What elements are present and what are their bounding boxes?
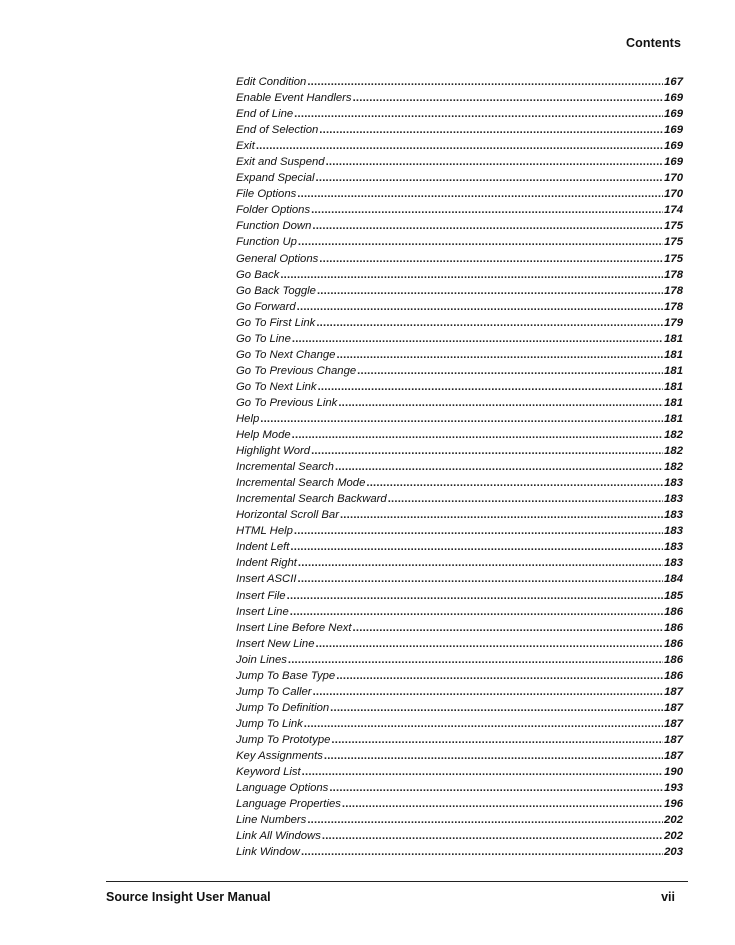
toc-entry-page-number: 203 (664, 846, 683, 859)
toc-entry-label: End of Line (236, 108, 294, 121)
toc-entry-page-number: 202 (664, 814, 683, 827)
toc-dot-leader (388, 491, 663, 507)
toc-entry-label: Jump To Caller (236, 685, 312, 698)
toc-entry-page-number: 187 (664, 701, 683, 714)
toc-entry-label: Insert File (236, 589, 286, 602)
toc-entry (236, 796, 683, 812)
toc-dot-leader (292, 331, 663, 347)
toc-entry-label: Indent Right (236, 557, 297, 570)
toc-entry (236, 234, 683, 250)
toc-entry-page-number: 170 (664, 188, 683, 201)
toc-entry-label: Go Forward (236, 300, 296, 313)
toc-entry-page-number: 175 (664, 236, 683, 249)
toc-dot-leader (292, 427, 664, 443)
toc-entry-page-number: 179 (664, 316, 683, 329)
toc-entry-page-number: 181 (664, 348, 683, 361)
toc-dot-leader (326, 154, 664, 170)
toc-dot-leader (340, 507, 663, 523)
toc-entry (236, 716, 683, 732)
toc-entry-page-number: 181 (664, 364, 683, 377)
toc-entry (236, 571, 683, 587)
toc-entry (236, 170, 683, 186)
toc-dot-leader (317, 283, 663, 299)
toc-entry-label: General Options (236, 252, 319, 265)
toc-entry (236, 668, 683, 684)
toc-entry (236, 122, 683, 138)
toc-entry (236, 828, 683, 844)
toc-entry-page-number: 181 (664, 332, 683, 345)
toc-entry (236, 620, 683, 636)
toc-dot-leader (294, 106, 663, 122)
toc-entry (236, 379, 683, 395)
footer-manual-title: Source Insight User Manual (106, 890, 271, 904)
toc-entry (236, 812, 683, 828)
toc-dot-leader (366, 475, 663, 491)
toc-entry (236, 154, 683, 170)
toc-dot-leader (311, 202, 663, 218)
toc-dot-leader (329, 780, 663, 796)
toc-entry-page-number: 174 (664, 204, 683, 217)
toc-entry-page-number: 169 (664, 92, 683, 105)
toc-dot-leader (316, 170, 664, 186)
toc-entry-page-number: 167 (664, 76, 683, 88)
toc-entry-label: Highlight Word (236, 445, 311, 458)
toc-dot-leader (357, 363, 663, 379)
toc-dot-leader (302, 764, 663, 780)
toc-entry-page-number: 193 (664, 782, 683, 795)
toc-entry-page-number: 186 (664, 637, 683, 650)
toc-entry-label: Go Back (236, 268, 280, 281)
toc-entry (236, 251, 683, 267)
toc-entry (236, 507, 683, 523)
toc-entry-label: File Options (236, 188, 297, 201)
toc-entry-label: End of Selection (236, 124, 319, 137)
toc-entry (236, 411, 683, 427)
toc-entry-page-number: 183 (664, 493, 683, 506)
toc-entry-page-number: 187 (664, 733, 683, 746)
toc-entry-page-number: 183 (664, 557, 683, 570)
toc-dot-leader (353, 620, 664, 636)
toc-entry-label: Go To Next Link (236, 380, 317, 393)
toc-entry (236, 459, 683, 475)
toc-entry-page-number: 183 (664, 525, 683, 538)
toc-entry-label: Go Back Toggle (236, 284, 316, 297)
page-header-title: Contents (626, 36, 681, 50)
toc-entry-page-number: 196 (664, 798, 683, 811)
toc-dot-leader (330, 700, 663, 716)
toc-entry-page-number: 183 (664, 541, 683, 554)
toc-entry-page-number: 169 (664, 124, 683, 137)
toc-entry-label: Join Lines (236, 653, 287, 666)
toc-dot-leader (298, 234, 663, 250)
toc-entry-label: Jump To Definition (236, 701, 330, 714)
toc-entry-page-number: 186 (664, 621, 683, 634)
toc-entry-page-number: 190 (664, 766, 683, 779)
toc-entry-page-number: 181 (664, 412, 683, 425)
toc-entry-label: Go To Next Change (236, 348, 336, 361)
toc-entry (236, 363, 683, 379)
toc-dot-leader (297, 299, 664, 315)
toc-entry-page-number: 178 (664, 300, 683, 313)
toc-dot-leader (290, 604, 663, 620)
toc-entry-page-number: 187 (664, 717, 683, 730)
toc-entry (236, 347, 683, 363)
toc-entry (236, 780, 683, 796)
toc-dot-leader (312, 218, 663, 234)
toc-entry-label: Horizontal Scroll Bar (236, 509, 339, 522)
toc-entry (236, 748, 683, 764)
toc-entry (236, 555, 683, 571)
toc-entry-page-number: 169 (664, 108, 683, 121)
toc-entry-label: Incremental Search Mode (236, 477, 366, 490)
toc-entry-label: Function Up (236, 236, 297, 249)
toc-dot-leader (331, 732, 663, 748)
toc-dot-leader (290, 539, 663, 555)
toc-dot-leader (307, 74, 663, 90)
toc-dot-leader (322, 828, 663, 844)
toc-dot-leader (260, 411, 663, 427)
toc-entry (236, 700, 683, 716)
toc-entry (236, 732, 683, 748)
toc-entry-page-number: 187 (664, 749, 683, 762)
toc-entry (236, 539, 683, 555)
toc-entry (236, 90, 683, 106)
toc-entry-page-number: 187 (664, 685, 683, 698)
toc-entry (236, 186, 683, 202)
toc-entry-label: Go To Line (236, 332, 291, 345)
toc-entry-label: Go To Previous Link (236, 396, 338, 409)
toc-entry (236, 427, 683, 443)
toc-entry (236, 588, 683, 604)
toc-entry-label: Insert New Line (236, 637, 315, 650)
toc-entry (236, 523, 683, 539)
toc-entry-label: HTML Help (236, 525, 293, 538)
toc-entry-page-number: 182 (664, 461, 683, 474)
toc-dot-leader (298, 555, 663, 571)
toc-dot-leader (336, 668, 663, 684)
toc-dot-leader (297, 186, 663, 202)
toc-entry-page-number: 169 (664, 140, 683, 153)
toc-entry-label: Incremental Search (236, 461, 334, 474)
toc-dot-leader (335, 459, 663, 475)
toc-entry (236, 218, 683, 234)
toc-entry-label: Function Down (236, 220, 312, 233)
toc-entry-page-number: 170 (664, 172, 683, 185)
toc-entry-page-number: 181 (664, 380, 683, 393)
toc-entry-page-number: 178 (664, 268, 683, 281)
toc-entry-label: Enable Event Handlers (236, 92, 352, 105)
toc-dot-leader (319, 122, 663, 138)
toc-entry-label: Help Mode (236, 429, 291, 442)
toc-entry (236, 636, 683, 652)
toc-entry-label: Edit Condition (236, 76, 307, 88)
toc-dot-leader (353, 90, 664, 106)
toc-dot-leader (318, 379, 664, 395)
toc-entry-label: Keyword List (236, 766, 301, 779)
toc-entry-label: Folder Options (236, 204, 311, 217)
toc-entry (236, 202, 683, 218)
toc-entry-page-number: 178 (664, 284, 683, 297)
footer-divider (106, 881, 688, 882)
toc-entry (236, 267, 683, 283)
toc-dot-leader (297, 571, 663, 587)
toc-dot-leader (280, 267, 663, 283)
toc-entry-label: Language Options (236, 782, 329, 795)
toc-dot-leader (294, 523, 663, 539)
toc-dot-leader (301, 844, 663, 860)
toc-dot-leader (288, 652, 663, 668)
toc-dot-leader (256, 138, 663, 154)
toc-entry-label: Indent Left (236, 541, 290, 554)
toc-entry-label: Go To First Link (236, 316, 316, 329)
toc-entry (236, 331, 683, 347)
toc-entry (236, 652, 683, 668)
toc-dot-leader (319, 251, 663, 267)
toc-entry-label: Exit (236, 140, 255, 153)
toc-entry-page-number: 175 (664, 220, 683, 233)
toc-dot-leader (324, 748, 663, 764)
toc-entry-label: Key Assignments (236, 749, 323, 762)
toc-dot-leader (307, 812, 663, 828)
toc-entry (236, 844, 683, 860)
toc-entry-label: Insert Line Before Next (236, 621, 352, 634)
toc-entry (236, 604, 683, 620)
toc-entry (236, 764, 683, 780)
table-of-contents (236, 74, 683, 860)
toc-entry-page-number: 183 (664, 509, 683, 522)
toc-dot-leader (342, 796, 663, 812)
toc-entry-page-number: 184 (664, 573, 683, 586)
toc-dot-leader (304, 716, 663, 732)
toc-entry (236, 138, 683, 154)
toc-entry (236, 315, 683, 331)
toc-entry (236, 491, 683, 507)
toc-entry-label: Insert ASCII (236, 573, 297, 586)
toc-entry (236, 443, 683, 459)
toc-dot-leader (316, 636, 664, 652)
toc-entry-label: Expand Special (236, 172, 315, 185)
toc-entry-label: Help (236, 412, 260, 425)
toc-dot-leader (336, 347, 663, 363)
toc-entry-label: Link All Windows (236, 830, 321, 843)
toc-entry-label: Jump To Base Type (236, 669, 336, 682)
toc-entry-page-number: 169 (664, 156, 683, 169)
toc-entry-page-number: 183 (664, 477, 683, 490)
toc-entry-label: Go To Previous Change (236, 364, 357, 377)
footer-page-number: vii (661, 890, 675, 904)
toc-entry (236, 475, 683, 491)
toc-entry-label: Language Properties (236, 798, 341, 811)
toc-dot-leader (287, 588, 664, 604)
toc-entry-page-number: 175 (664, 252, 683, 265)
toc-entry-label: Insert Line (236, 605, 289, 618)
toc-entry-label: Jump To Prototype (236, 733, 331, 746)
toc-entry (236, 106, 683, 122)
toc-entry-page-number: 186 (664, 605, 683, 618)
toc-entry (236, 395, 683, 411)
toc-entry (236, 283, 683, 299)
toc-dot-leader (313, 684, 664, 700)
toc-entry (236, 74, 683, 90)
toc-entry (236, 684, 683, 700)
toc-entry-page-number: 186 (664, 669, 683, 682)
toc-entry-label: Line Numbers (236, 814, 307, 827)
toc-entry-page-number: 186 (664, 653, 683, 666)
toc-entry (236, 299, 683, 315)
toc-entry-label: Link Window (236, 846, 300, 859)
toc-entry-page-number: 182 (664, 429, 683, 442)
toc-entry-label: Exit and Suspend (236, 156, 325, 169)
toc-entry-label: Incremental Search Backward (236, 493, 387, 506)
toc-dot-leader (311, 443, 663, 459)
toc-entry-page-number: 181 (664, 396, 683, 409)
toc-dot-leader (316, 315, 663, 331)
toc-entry-page-number: 182 (664, 445, 683, 458)
toc-entry-page-number: 202 (664, 830, 683, 843)
toc-entry-label: Jump To Link (236, 717, 303, 730)
toc-dot-leader (338, 395, 663, 411)
toc-entry-page-number: 185 (664, 589, 683, 602)
